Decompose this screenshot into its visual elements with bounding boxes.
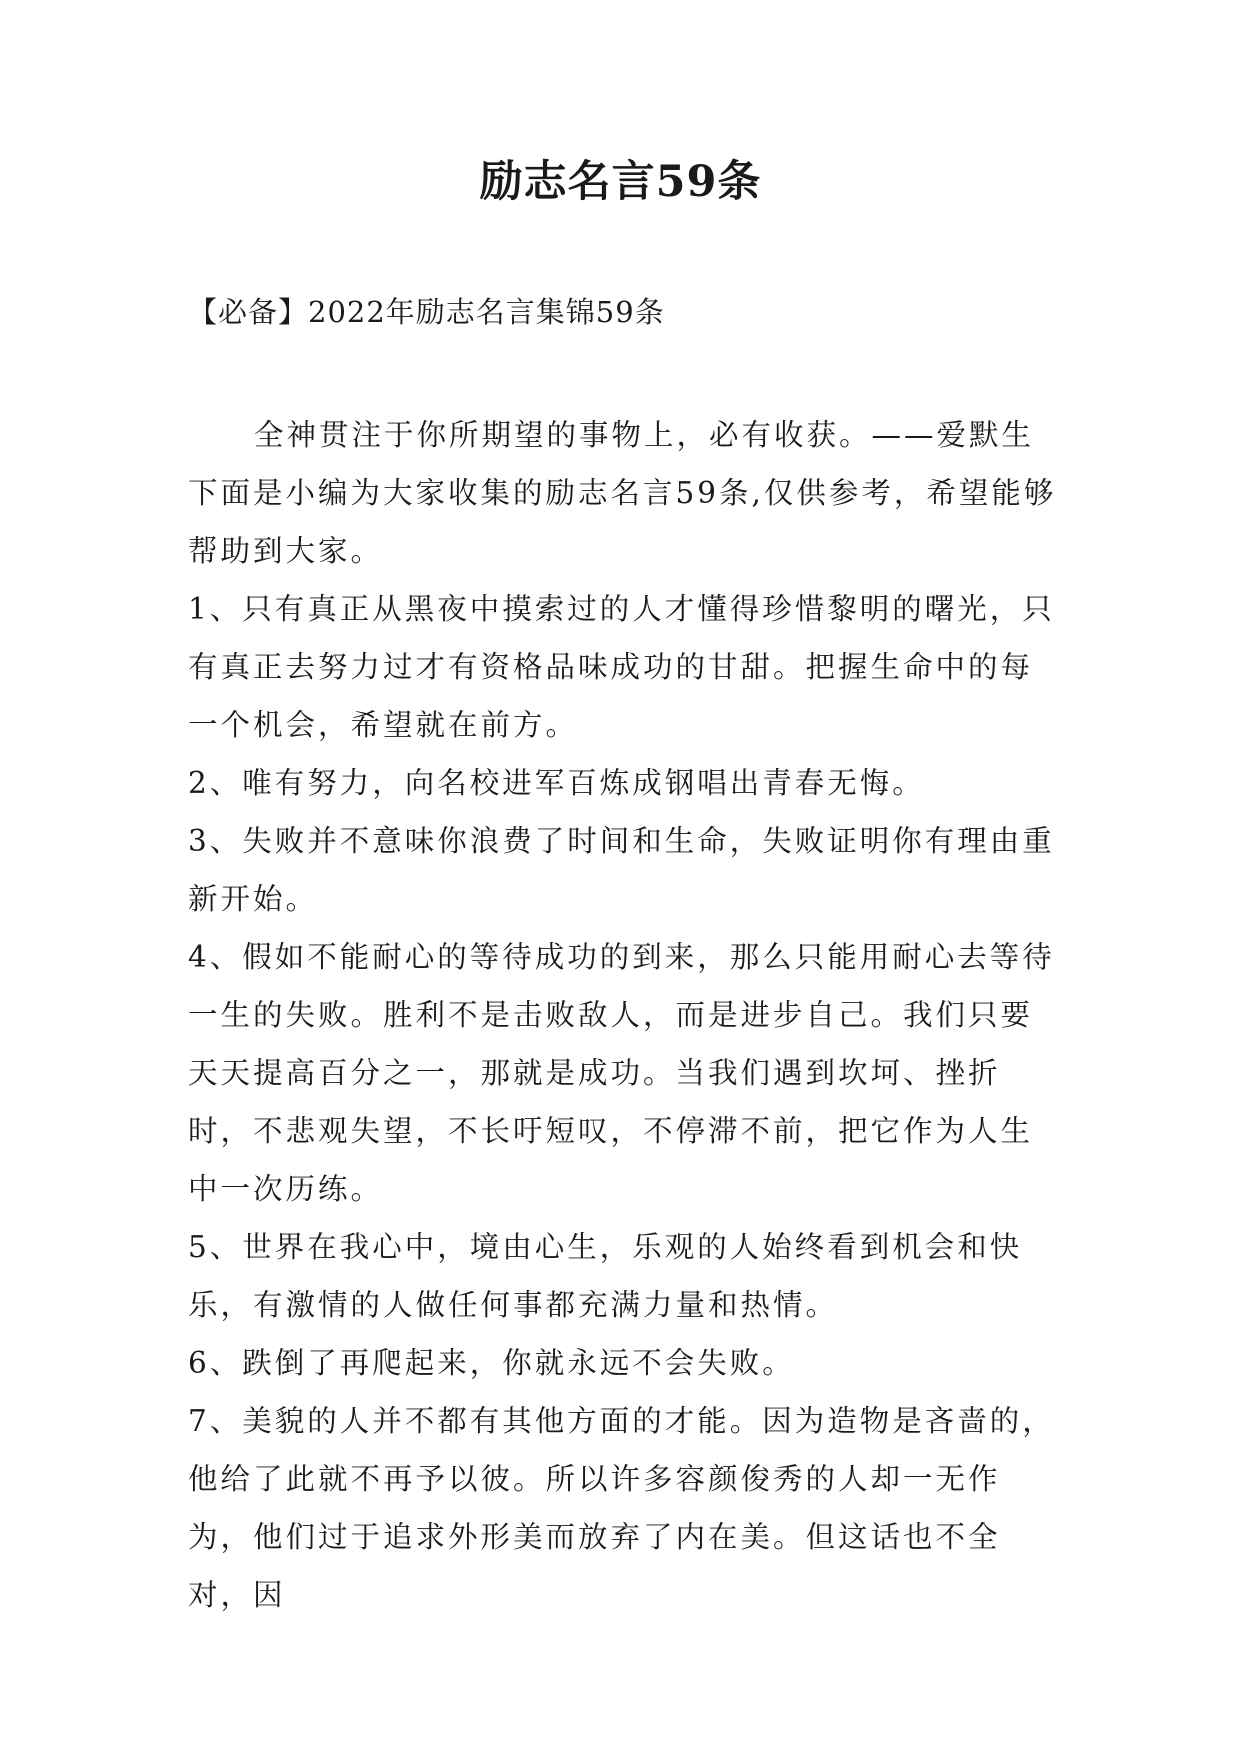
- quote-paragraph-5: 5、世界在我心中，境由心生，乐观的人始终看到机会和快乐，有激情的人做任何事都充满力量和热情。: [188, 1230, 1023, 1322]
- quote-paragraph-3: 3、失败并不意味你浪费了时间和生命，失败证明你有理由重新开始。: [188, 824, 1055, 916]
- document-title: 励志名言59条: [479, 157, 762, 207]
- quote-paragraph-6: 6、跌倒了再爬起来，你就永远不会失败。: [188, 1346, 795, 1380]
- document-subtitle: 【必备】2022年励志名言集锦59条: [188, 295, 665, 329]
- quote-paragraph-1: 1、只有真正从黑夜中摸索过的人才懂得珍惜黎明的曙光，只有真正去努力过才有资格品味成功的甘甜。把握生命中的每一个机会，希望就在前方。: [188, 592, 1055, 742]
- quote-paragraph-2: 2、唯有努力，向名校进军百炼成钢唱出青春无悔。: [188, 766, 925, 800]
- intro-paragraph: 全神贯注于你所期望的事物上，必有收获。——爱默生下面是小编为大家收集的励志名言59条,仅供参考，希望能够帮助到大家。: [188, 418, 1057, 568]
- document-body: [188, 406, 1058, 1624]
- quote-paragraph-4: 4、假如不能耐心的等待成功的到来，那么只能用耐心去等待一生的失败。胜利不是击败敌人，而是进步自己。我们只要天天提高百分之一，那就是成功。当我们遇到坎坷、挫折时，不悲观失望，不长吁短叹，不停滞不前，把它作为人生中一次历练。: [188, 940, 1055, 1206]
- quote-paragraph-7: 7、美貌的人并不都有其他方面的才能。因为造物是吝啬的，他给了此就不再予以彼。所以许多容颜俊秀的人却一无作为，他们过于追求外形美而放弃了内在美。但这话也不全对，因: [188, 1404, 1055, 1612]
